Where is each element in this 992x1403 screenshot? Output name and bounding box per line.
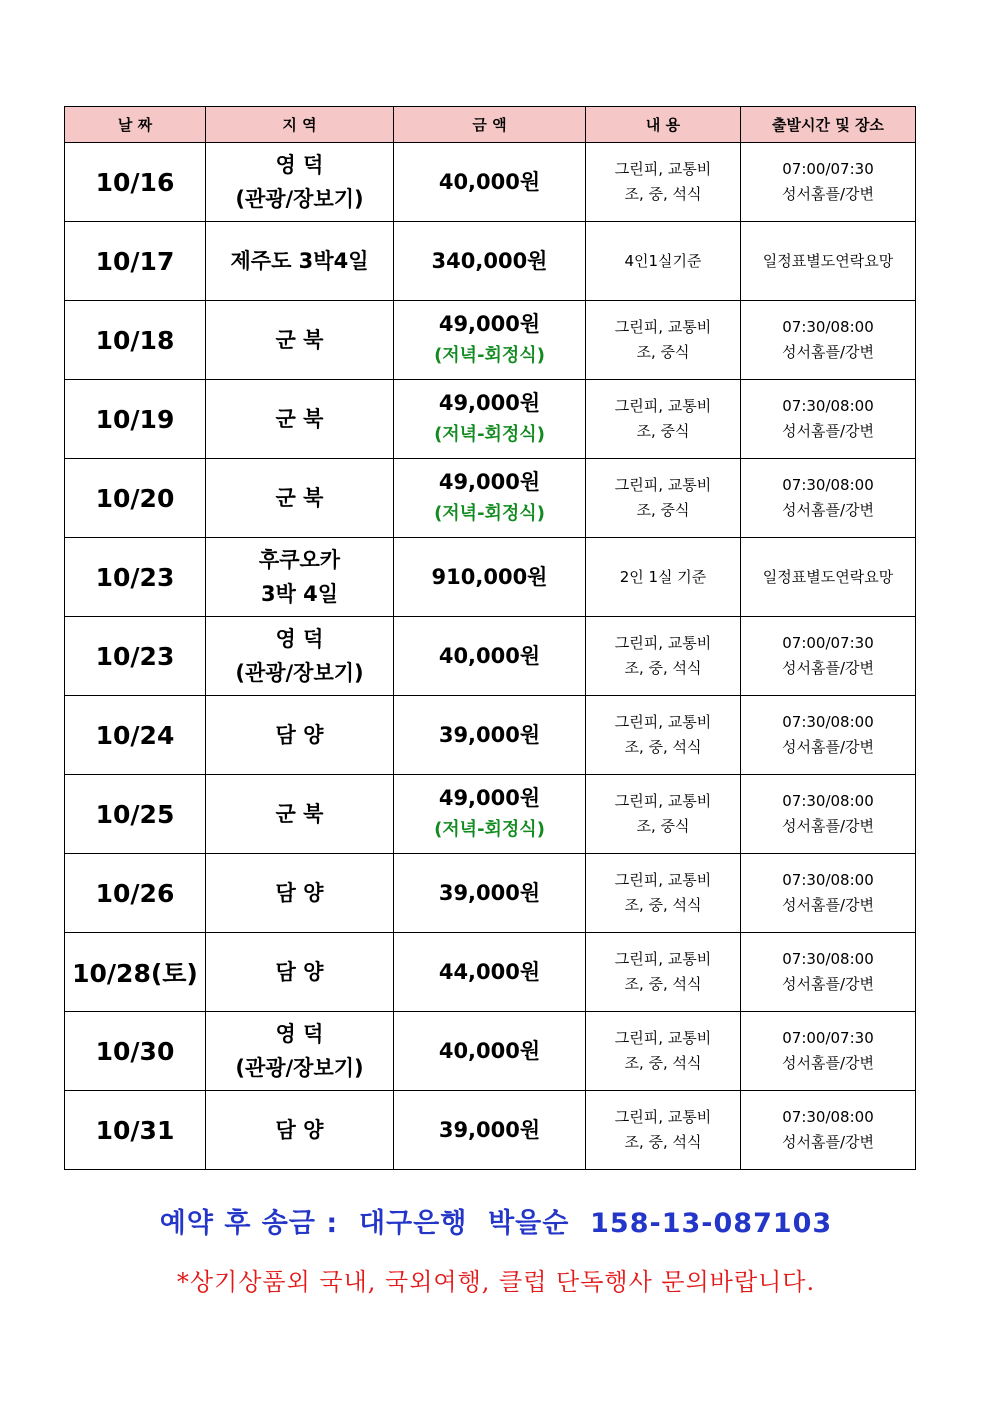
price-cell [394,1012,586,1091]
content-cell-main: 그린피, 교통비 [614,1108,712,1126]
depart-cell-sub: 성서홈플/강변 [782,659,874,677]
date-cell [65,854,206,933]
price-cell-sub: (저녁-회정식) [434,424,545,445]
region-cell-main: 군 북 [275,486,324,510]
content-cell-sub: 조, 중식 [636,422,690,440]
region-cell-sub: (관광/장보기) [235,661,364,685]
table-row [65,143,916,222]
depart-cell [741,696,916,775]
date-cell [65,538,206,617]
header-depart: 출발시간 및 장소 [741,107,916,143]
depart-cell-sub: 성서홈플/강변 [782,422,874,440]
price-cell-sub: (저녁-회정식) [434,345,545,366]
region-cell [206,222,394,301]
depart-cell-main: 07:00/07:30 [782,634,874,652]
depart-cell [741,617,916,696]
depart-cell-main: 일정표별도연락요망 [762,567,894,586]
price-cell-main: 910,000원 [431,565,548,589]
table-row [65,222,916,301]
date-cell [65,380,206,459]
table-row [65,301,916,380]
region-cell [206,538,394,617]
date-cell-main: 10/19 [95,404,175,434]
price-cell [394,538,586,617]
depart-cell [741,301,916,380]
content-cell-main: 4인1실기준 [624,251,702,270]
date-cell-main: 10/16 [95,167,175,197]
region-cell-main: 담 양 [275,960,324,984]
price-cell [394,143,586,222]
depart-cell [741,1012,916,1091]
table-header-row [65,107,916,143]
depart-cell [741,459,916,538]
header-region: 지 역 [206,107,394,143]
depart-cell-main: 07:30/08:00 [782,397,874,415]
region-cell-main: 제주도 3박4일 [230,249,369,273]
date-cell-main: 10/23 [95,562,175,592]
depart-cell-sub: 성서홈플/강변 [782,896,874,914]
table-row [65,854,916,933]
price-cell [394,222,586,301]
price-cell-main: 40,000원 [438,644,541,668]
content-cell-main: 2인 1실 기준 [619,567,707,586]
region-cell-main: 영 덕 [275,1022,324,1046]
content-cell-main: 그린피, 교통비 [614,397,712,415]
date-cell-main: 10/26 [95,878,175,908]
price-cell-main: 44,000원 [438,960,541,984]
content-cell [586,775,741,854]
date-cell-main: 10/31 [95,1115,175,1145]
depart-cell-sub: 성서홈플/강변 [782,343,874,361]
header-date: 날 짜 [65,107,206,143]
remittance-info: 예약 후 송금 : 대구은행 박을순 158-13-087103 [159,1208,833,1239]
schedule-table [64,106,916,1170]
region-cell [206,380,394,459]
depart-cell-main: 07:30/08:00 [782,1108,874,1126]
region-cell [206,854,394,933]
table-row [65,1091,916,1170]
date-cell [65,933,206,1012]
content-cell-sub: 조, 중식 [636,817,690,835]
depart-cell-sub: 성서홈플/강변 [782,501,874,519]
date-cell [65,301,206,380]
date-cell [65,775,206,854]
date-cell-main: 10/20 [95,483,175,513]
price-cell-main: 39,000원 [438,881,541,905]
header-price: 금 액 [394,107,586,143]
region-cell-main: 군 북 [275,407,324,431]
region-cell [206,301,394,380]
date-cell-main: 10/17 [95,246,175,276]
content-cell [586,380,741,459]
region-cell-main: 군 북 [275,802,324,826]
depart-cell [741,143,916,222]
table-row [65,538,916,617]
content-cell [586,933,741,1012]
content-cell-main: 그린피, 교통비 [614,871,712,889]
depart-cell-main: 일정표별도연락요망 [762,251,894,270]
content-cell-sub: 조, 중, 석식 [624,738,702,756]
table-row [65,933,916,1012]
content-cell [586,143,741,222]
price-cell [394,696,586,775]
price-cell [394,1091,586,1170]
content-cell-main: 그린피, 교통비 [614,160,712,178]
content-cell [586,222,741,301]
depart-cell [741,854,916,933]
region-cell-sub: 3박 4일 [260,582,339,606]
date-cell [65,143,206,222]
table-row [65,696,916,775]
region-cell-main: 영 덕 [275,627,324,651]
content-cell [586,301,741,380]
region-cell [206,617,394,696]
depart-cell-main: 07:30/08:00 [782,950,874,968]
date-cell [65,696,206,775]
date-cell-main: 10/24 [95,720,175,750]
table-row [65,617,916,696]
depart-cell-main: 07:30/08:00 [782,871,874,889]
content-cell-sub: 조, 중, 석식 [624,896,702,914]
price-cell [394,933,586,1012]
date-cell [65,222,206,301]
region-cell-main: 담 양 [275,881,324,905]
price-cell-main: 40,000원 [438,170,541,194]
price-cell [394,854,586,933]
region-cell [206,1012,394,1091]
region-cell [206,459,394,538]
table-row [65,1012,916,1091]
region-cell-sub: (관광/장보기) [235,187,364,211]
content-cell-sub: 조, 중, 석식 [624,975,702,993]
depart-cell [741,380,916,459]
depart-cell-main: 07:30/08:00 [782,713,874,731]
content-cell-main: 그린피, 교통비 [614,318,712,336]
table-row [65,775,916,854]
date-cell-main: 10/18 [95,325,175,355]
content-cell-sub: 조, 중식 [636,501,690,519]
depart-cell-main: 07:30/08:00 [782,318,874,336]
region-cell-sub: (관광/장보기) [235,1056,364,1080]
depart-cell [741,775,916,854]
content-cell [586,696,741,775]
content-cell [586,617,741,696]
depart-cell [741,1091,916,1170]
content-cell-main: 그린피, 교통비 [614,792,712,810]
content-cell [586,538,741,617]
date-cell [65,1091,206,1170]
region-cell [206,1091,394,1170]
content-cell-main: 그린피, 교통비 [614,634,712,652]
depart-cell [741,222,916,301]
price-cell-main: 340,000원 [431,249,548,273]
depart-cell-main: 07:00/07:30 [782,1029,874,1047]
date-cell [65,617,206,696]
content-cell-sub: 조, 중, 석식 [624,185,702,203]
price-cell-main: 49,000원 [438,786,541,810]
content-cell-sub: 조, 중식 [636,343,690,361]
region-cell [206,696,394,775]
region-cell-main: 군 북 [275,328,324,352]
header-content: 내 용 [586,107,741,143]
depart-cell-sub: 성서홈플/강변 [782,185,874,203]
price-cell-sub: (저녁-회정식) [434,819,545,840]
depart-cell [741,933,916,1012]
depart-cell-sub: 성서홈플/강변 [782,1054,874,1072]
content-cell [586,459,741,538]
date-cell-main: 10/23 [95,641,175,671]
date-cell-main: 10/25 [95,799,175,829]
region-cell [206,933,394,1012]
depart-cell-main: 07:30/08:00 [782,476,874,494]
region-cell-main: 담 양 [275,1118,324,1142]
price-cell [394,617,586,696]
price-cell-main: 49,000원 [438,312,541,336]
depart-cell-main: 07:30/08:00 [782,792,874,810]
date-cell-main: 10/30 [95,1036,175,1066]
price-cell-sub: (저녁-회정식) [434,503,545,524]
price-cell [394,459,586,538]
price-cell [394,301,586,380]
content-cell [586,854,741,933]
content-cell-main: 그린피, 교통비 [614,476,712,494]
date-cell-main: 10/28(토) [72,959,198,988]
price-cell-main: 49,000원 [438,470,541,494]
table-row [65,380,916,459]
content-cell-sub: 조, 중, 석식 [624,1133,702,1151]
depart-cell [741,538,916,617]
content-cell-main: 그린피, 교통비 [614,713,712,731]
content-cell-sub: 조, 중, 석식 [624,659,702,677]
table-row [65,459,916,538]
price-cell-main: 39,000원 [438,1118,541,1142]
content-cell [586,1091,741,1170]
date-cell [65,459,206,538]
content-cell-main: 그린피, 교통비 [614,950,712,968]
content-cell-main: 그린피, 교통비 [614,1029,712,1047]
price-cell-main: 40,000원 [438,1039,541,1063]
price-cell [394,380,586,459]
price-cell-main: 49,000원 [438,391,541,415]
depart-cell-sub: 성서홈플/강변 [782,817,874,835]
content-cell-sub: 조, 중, 석식 [624,1054,702,1072]
depart-cell-sub: 성서홈플/강변 [782,1133,874,1151]
region-cell [206,775,394,854]
price-cell [394,775,586,854]
depart-cell-sub: 성서홈플/강변 [782,975,874,993]
region-cell-main: 담 양 [275,723,324,747]
inquiry-notice: *상기상품외 국내, 국외여행, 클럽 단독행사 문의바랍니다. [176,1268,816,1296]
content-cell [586,1012,741,1091]
date-cell [65,1012,206,1091]
region-cell [206,143,394,222]
depart-cell-main: 07:00/07:30 [782,160,874,178]
schedule-body [65,143,916,1170]
depart-cell-sub: 성서홈플/강변 [782,738,874,756]
price-cell-main: 39,000원 [438,723,541,747]
region-cell-main: 영 덕 [275,153,324,177]
region-cell-main: 후쿠오카 [258,548,341,572]
